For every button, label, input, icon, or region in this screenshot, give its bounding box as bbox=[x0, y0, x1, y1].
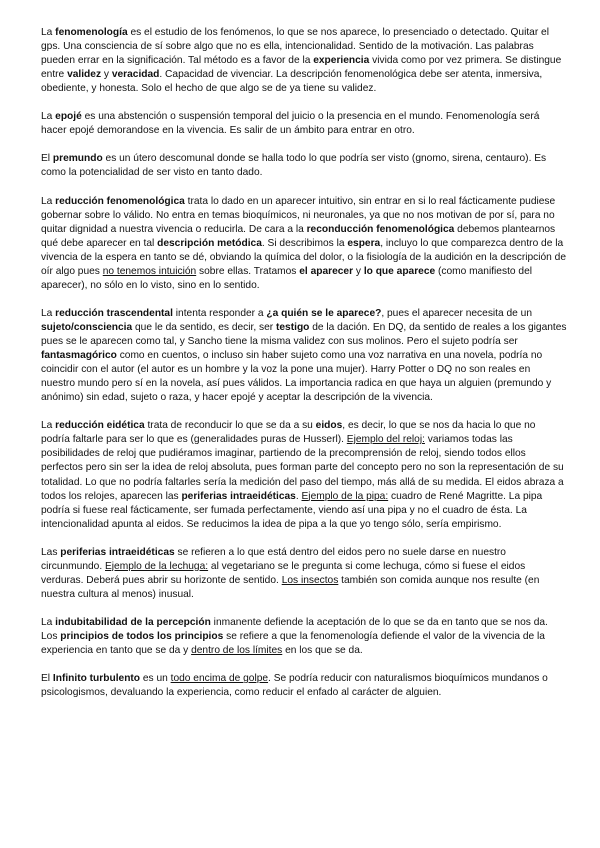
text-run: La bbox=[41, 27, 56, 38]
text-run: es un útero descomunal donde se halla todo lo que podría ser visto (gnomo, sirena, centauro). Es como la potencialidad de ser visto en tanto dado. bbox=[41, 153, 547, 179]
text-run: Las bbox=[41, 546, 61, 558]
bold-term: experiencia bbox=[313, 55, 370, 67]
text-run: variamos todas las posibilidades de reloj que pudiéramos imaginar, partiendo de la precomprensión de reloj, siendo todos ellos perfectos pero sin ser la idea de reloj absoluta, pues forman parte del concepto pero no son la representación de su totalidad. Lo que no podría faltarles sería la medición del paso del tiempo, más allá de su medida. El eidos abraza a todos los relojes, aparecen las bbox=[41, 434, 564, 502]
paragraph-reduccion-fenomenologica bbox=[41, 195, 567, 293]
bold-term: veracidad bbox=[111, 69, 160, 81]
text-run: en los que se da. bbox=[282, 645, 363, 657]
text-run: . Capacidad de vivenciar. La descripción fenomenológica debe ser atenta, inmersiva, obediente, y honesta. Solo el hecho de que algo se de ya tiene su validez. bbox=[41, 69, 543, 95]
text-run: se refieren a lo que está dentro del eidos pero no suele darse en nuestro circunmundo. bbox=[41, 546, 506, 572]
bold-term: lo que aparece bbox=[363, 265, 436, 277]
text-run: de la dación. En DQ, da sentido de reales a los gigantes pues se le aparecen como tal, y Sancho tiene la misma validez con sus molinos. Pero el sujeto podría ser bbox=[41, 321, 567, 348]
text-run: La bbox=[41, 616, 56, 628]
text-run: . Si describimos la bbox=[261, 237, 348, 249]
document-page bbox=[41, 26, 567, 714]
paragraph-infinito-turbulento bbox=[41, 672, 567, 700]
underlined-text: Ejemplo de la lechuga: bbox=[105, 560, 209, 572]
bold-term: periferias intraeidéticas bbox=[181, 490, 296, 502]
text-run: La bbox=[41, 195, 56, 207]
bold-term: principios de todos los principios bbox=[60, 631, 224, 643]
text-run: sobre ellas. Tratamos bbox=[196, 265, 300, 277]
bold-term: Infinito turbulento bbox=[52, 673, 141, 685]
underlined-text: Ejemplo de la pipa: bbox=[301, 490, 389, 502]
text-run: que le da sentido, es decir, ser bbox=[132, 321, 276, 333]
text-run: y bbox=[353, 265, 364, 277]
text-run: El bbox=[41, 153, 53, 165]
text-run: inmanente defiende la aceptación de lo que se da en tanto que se nos da. Los bbox=[41, 616, 548, 643]
bold-term: ¿a quién se le aparece? bbox=[266, 307, 382, 319]
paragraph-premundo bbox=[41, 152, 567, 180]
text-run: trata de reconducir lo que se da a su bbox=[144, 420, 316, 432]
text-run: La bbox=[41, 111, 56, 123]
text-run: , incluyo lo que comparezca dentro de la vivencia de la espera en tanto se dé, obviando la química del dolor, o la fisiología de la audición en la descripción de oír algo pues bbox=[41, 237, 566, 277]
text-run: al vegetariano se le pregunta si come lechuga, cómo si fuese el eidos verduras. Deberá pues abrir su horizonte de sentido. bbox=[41, 560, 526, 586]
bold-term: eidos bbox=[315, 420, 343, 432]
bold-term: epojé bbox=[55, 111, 82, 123]
text-run: cuadro de René Magritte. La pipa podría si fuese real fácticamente, ser fumada perfectamente, viendo así una pipa y no el cuadro de ésta. La intencionalidad apunta al eidos. Se reducimos la idea de pipa a la que yo tengo sólo, sería empirismo. bbox=[41, 490, 543, 530]
text-run: , es decir, lo que se nos da hacia lo que no podría faltarle para ser lo que es (generalidades puras de Husserl). bbox=[41, 420, 536, 446]
underlined-text: Los insectos bbox=[281, 574, 339, 586]
text-run: . Se podría reducir con naturalismos bioquímicos mundanos o psicologismos, devaluando la experiencia, como reducir el enfado al carácter de alguien. bbox=[41, 673, 548, 699]
text-run: La bbox=[41, 420, 56, 432]
paragraph-periferias-intraeideticas bbox=[41, 546, 567, 602]
paragraph-reduccion-trascendental bbox=[41, 307, 567, 405]
paragraph-reduccion-eidetica bbox=[41, 419, 567, 531]
bold-term: espera bbox=[347, 237, 381, 249]
text-run: , pues el aparecer necesita de un bbox=[381, 307, 532, 319]
text-run: también son comida aunque nos resulte (en nuestra cultura al menos) inusual. bbox=[41, 574, 540, 600]
bold-term: validez bbox=[67, 69, 102, 81]
text-run: se refiere a que la fenomenología defiende el valor de la vivencia de la experiencia en tanto que se da y bbox=[41, 631, 545, 657]
text-run: La bbox=[41, 307, 56, 319]
bold-term: testigo bbox=[276, 321, 310, 333]
bold-term: reducción fenomenológica bbox=[55, 195, 185, 207]
bold-term: premundo bbox=[52, 153, 103, 165]
text-run: vivida como por vez primera. Se distingue entre bbox=[41, 55, 562, 81]
text-run: es el estudio de los fenómenos, lo que se nos aparece, lo presenciado o detectado. Quitar el gps. Una consciencia de sí sobre algo que no es ella, intencionalidad. Sentido de la motivación. Las palabras pueden errar en la significación. Tal método es a favor de la bbox=[41, 27, 549, 67]
text-run: y bbox=[101, 69, 112, 81]
text-run: trata lo dado en un aparecer intuitivo, sin entrar en si lo real fácticamente pudiese gobernar sobre lo válido. No entra en temas bioquímicos, ni neuronales, ya que no nos motivan de por sí, para no quitar dignidad a nuestra vivencia o reducirla. De cara a la bbox=[41, 195, 556, 235]
underlined-text: dentro de los límites bbox=[191, 645, 283, 657]
text-run: es una abstención o suspensión temporal del juicio o la presencia en el mundo. Fenomenología será hacer epojé demorandose en la vivencia. Es salir de un ámbito para entrar en otro. bbox=[41, 111, 540, 137]
bold-term: sujeto/consciencia bbox=[41, 321, 133, 333]
bold-term: fenomenología bbox=[55, 27, 128, 38]
bold-term: periferias intraeidéticas bbox=[60, 546, 175, 558]
text-run: El bbox=[41, 673, 53, 685]
bold-term: reducción trascendental bbox=[55, 307, 173, 319]
underlined-text: no tenemos intuición bbox=[102, 265, 197, 277]
text-run: . bbox=[295, 490, 302, 502]
bold-term: descripción metódica bbox=[157, 237, 262, 249]
text-run: intenta responder a bbox=[172, 307, 267, 319]
paragraph-epoje bbox=[41, 110, 567, 138]
paragraph-fenomenologia bbox=[41, 26, 567, 96]
bold-term: reducción eidética bbox=[55, 420, 145, 432]
underlined-text: Ejemplo del reloj: bbox=[346, 434, 425, 446]
bold-term: fantasmagórico bbox=[41, 350, 117, 362]
underlined-text: todo encima de golpe bbox=[170, 673, 269, 685]
text-run: como en cuentos, o incluso sin haber sujeto como una voz narrativa en una novela, podría no coincidir con el autor (el autor es un hombre y la voz la pone una mujer). Harry Potter o DQ no son reales en nuestro mundo pero sí en la novela, así pues válidos. La importancia radica en que haya un alguien (premundo y anónimo) sin edad, sujeto o raza, y hacer epojé y aceptar la descripción de la vivencia. bbox=[41, 350, 552, 404]
text-run: es un bbox=[140, 673, 171, 685]
bold-term: indubitabilidad de la percepción bbox=[55, 616, 211, 628]
paragraph-indubitabilidad bbox=[41, 616, 567, 658]
text-run: (como manifiesto del aparecer), no sólo en lo visto, sino en lo sentido. bbox=[41, 265, 532, 291]
text-run: debemos plantearnos qué debe aparecer en tal bbox=[41, 223, 556, 249]
bold-term: reconducción fenomenológica bbox=[306, 223, 455, 235]
bold-term: el aparecer bbox=[299, 265, 354, 277]
